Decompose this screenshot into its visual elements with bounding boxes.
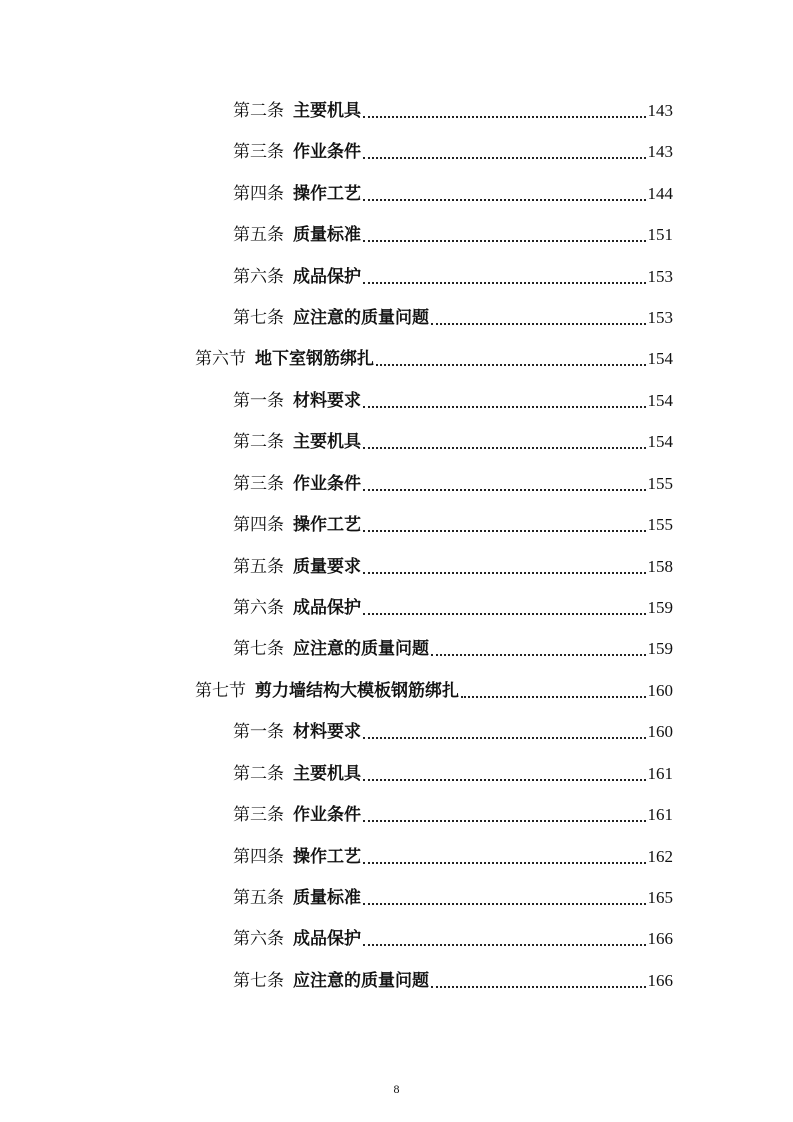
toc-number: 第三条 bbox=[233, 805, 284, 825]
toc-number: 第三条 bbox=[233, 142, 284, 162]
toc-number: 第六节 bbox=[195, 349, 246, 369]
toc-page: 155 bbox=[647, 474, 673, 493]
toc-page: 143 bbox=[647, 142, 673, 161]
toc-entry[interactable] bbox=[195, 678, 673, 702]
toc-page: 160 bbox=[647, 722, 673, 741]
toc-page: 154 bbox=[647, 391, 673, 410]
toc-entry[interactable] bbox=[233, 844, 673, 868]
toc-entry[interactable] bbox=[233, 554, 673, 578]
toc-entry[interactable] bbox=[233, 388, 673, 412]
page-number: 8 bbox=[393, 1082, 400, 1096]
toc-entry[interactable] bbox=[233, 802, 673, 826]
toc-page: 160 bbox=[647, 681, 673, 700]
toc-page: 155 bbox=[647, 515, 673, 534]
toc-title: 应注意的质量问题 bbox=[293, 639, 429, 659]
toc-leader-dots bbox=[363, 469, 646, 491]
toc-entry[interactable] bbox=[233, 471, 673, 495]
toc-entry[interactable] bbox=[233, 222, 673, 246]
toc-page: 151 bbox=[647, 225, 673, 244]
toc-title: 成品保护 bbox=[293, 929, 361, 949]
toc-leader-dots bbox=[363, 593, 646, 615]
toc-leader-dots bbox=[363, 137, 646, 159]
toc-entry[interactable] bbox=[233, 429, 673, 453]
toc-page: 159 bbox=[647, 598, 673, 617]
toc-title: 剪力墙结构大模板钢筋绑扎 bbox=[255, 681, 459, 701]
toc-page: 144 bbox=[647, 184, 673, 203]
toc-number: 第五条 bbox=[233, 557, 284, 577]
toc-title: 地下室钢筋绑扎 bbox=[255, 349, 374, 369]
toc-entry[interactable] bbox=[233, 512, 673, 536]
toc-number: 第六条 bbox=[233, 929, 284, 949]
toc-entry[interactable] bbox=[195, 346, 673, 370]
toc-leader-dots bbox=[363, 924, 646, 946]
toc-title: 主要机具 bbox=[293, 764, 361, 784]
toc-page: 166 bbox=[647, 929, 673, 948]
toc-leader-dots bbox=[363, 179, 646, 201]
toc-title: 材料要求 bbox=[293, 391, 361, 411]
toc-number: 第二条 bbox=[233, 101, 284, 121]
toc-number: 第四条 bbox=[233, 847, 284, 867]
toc-entry[interactable] bbox=[233, 719, 673, 743]
toc-entry[interactable] bbox=[233, 264, 673, 288]
toc-leader-dots bbox=[363, 220, 646, 242]
toc-page: 165 bbox=[647, 888, 673, 907]
toc-leader-dots bbox=[363, 386, 646, 408]
toc-entry[interactable] bbox=[233, 885, 673, 909]
toc-leader-dots bbox=[461, 676, 646, 698]
toc-number: 第四条 bbox=[233, 515, 284, 535]
toc-number: 第五条 bbox=[233, 888, 284, 908]
toc-number: 第六条 bbox=[233, 598, 284, 618]
toc-title: 材料要求 bbox=[293, 722, 361, 742]
toc-leader-dots bbox=[363, 552, 646, 574]
toc-leader-dots bbox=[431, 634, 646, 656]
toc-number: 第五条 bbox=[233, 225, 284, 245]
toc-leader-dots bbox=[363, 842, 646, 864]
toc-page: 143 bbox=[647, 101, 673, 120]
toc-title: 应注意的质量问题 bbox=[293, 308, 429, 328]
toc-title: 主要机具 bbox=[293, 101, 361, 121]
toc-number: 第七条 bbox=[233, 308, 284, 328]
toc-title: 质量标准 bbox=[293, 888, 361, 908]
toc-entry[interactable] bbox=[233, 181, 673, 205]
toc-leader-dots bbox=[363, 717, 646, 739]
toc-leader-dots bbox=[431, 303, 646, 325]
toc-title: 质量要求 bbox=[293, 557, 361, 577]
toc-leader-dots bbox=[363, 510, 646, 532]
toc-leader-dots bbox=[363, 759, 646, 781]
toc-title: 成品保护 bbox=[293, 598, 361, 618]
toc-entry[interactable] bbox=[233, 636, 673, 660]
toc-page: 159 bbox=[647, 639, 673, 658]
toc-number: 第六条 bbox=[233, 267, 284, 287]
toc-leader-dots bbox=[363, 262, 646, 284]
toc-entry[interactable] bbox=[233, 139, 673, 163]
toc-entry[interactable] bbox=[233, 968, 673, 992]
toc-number: 第二条 bbox=[233, 764, 284, 784]
toc-title: 成品保护 bbox=[293, 267, 361, 287]
toc-number: 第七节 bbox=[195, 681, 246, 701]
toc-page: 158 bbox=[647, 557, 673, 576]
toc-page: 162 bbox=[647, 847, 673, 866]
toc-page: 153 bbox=[647, 308, 673, 327]
toc-title: 主要机具 bbox=[293, 432, 361, 452]
toc-leader-dots bbox=[363, 96, 646, 118]
toc-entry[interactable] bbox=[233, 761, 673, 785]
toc-number: 第二条 bbox=[233, 432, 284, 452]
toc-page: 153 bbox=[647, 267, 673, 286]
toc-page: 154 bbox=[647, 432, 673, 451]
toc-title: 操作工艺 bbox=[293, 847, 361, 867]
toc-number: 第一条 bbox=[233, 722, 284, 742]
toc-entry[interactable] bbox=[233, 595, 673, 619]
toc-title: 作业条件 bbox=[293, 474, 361, 494]
toc-number: 第三条 bbox=[233, 474, 284, 494]
toc-title: 作业条件 bbox=[293, 142, 361, 162]
toc-page: 154 bbox=[647, 349, 673, 368]
toc-entry[interactable] bbox=[233, 305, 673, 329]
toc-number: 第七条 bbox=[233, 639, 284, 659]
toc-leader-dots bbox=[376, 344, 646, 366]
toc-number: 第七条 bbox=[233, 971, 284, 991]
toc-entry[interactable] bbox=[233, 98, 673, 122]
toc-title: 操作工艺 bbox=[293, 515, 361, 535]
toc-entry[interactable] bbox=[233, 926, 673, 950]
toc-title: 应注意的质量问题 bbox=[293, 971, 429, 991]
toc-page: 161 bbox=[647, 805, 673, 824]
toc-leader-dots bbox=[363, 427, 646, 449]
toc-leader-dots bbox=[431, 966, 646, 988]
toc-title: 操作工艺 bbox=[293, 184, 361, 204]
toc-leader-dots bbox=[363, 800, 646, 822]
toc-title: 作业条件 bbox=[293, 805, 361, 825]
toc-page: 161 bbox=[647, 764, 673, 783]
toc-number: 第四条 bbox=[233, 184, 284, 204]
toc-page: 166 bbox=[647, 971, 673, 990]
toc-title: 质量标准 bbox=[293, 225, 361, 245]
toc-leader-dots bbox=[363, 883, 646, 905]
toc-number: 第一条 bbox=[233, 391, 284, 411]
